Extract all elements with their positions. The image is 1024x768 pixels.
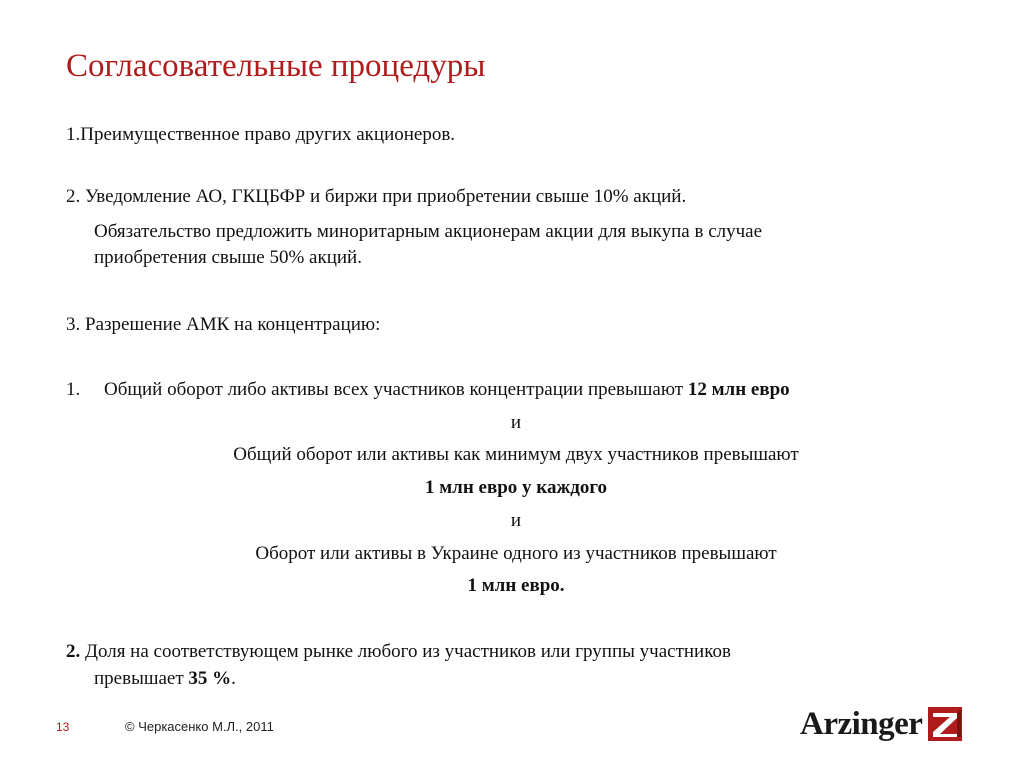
item-1: 1.Преимущественное право других акционеров. [66, 124, 456, 145]
sub-item-2-text-2: превышает [94, 668, 189, 689]
sub-item-2-text: Доля на соответствующем рынке любого из участников или группы участников [80, 641, 731, 662]
page-number: 13 [56, 720, 70, 734]
item-3: 3. Разрешение АМК на концентрацию: [66, 314, 381, 335]
logo-text: Arzinger [800, 705, 923, 742]
item-2: 2. Уведомление АО, ГКЦБФР и биржи при приобретении свыше 10% акций. [66, 186, 687, 207]
slide-title: Согласовательные процедуры [66, 48, 486, 84]
condition-3: Оборот или активы в Украине одного из участников превышают [255, 543, 777, 564]
conjunction-and-2: и [510, 510, 522, 531]
sub-item-2-number: 2. [66, 641, 81, 662]
sub-item-2-line-2 [94, 667, 236, 690]
logo-mark-icon [928, 707, 962, 741]
sub-item-2-bold: 35 % [188, 668, 232, 689]
copyright: © Черкасенко М.Л., 2011 [125, 719, 274, 734]
sub-item-2-end: . [231, 668, 236, 689]
condition-2-bold: 1 млн евро у каждого [424, 477, 607, 498]
sub-item-2-line-1 [66, 640, 731, 663]
sub-item-1-body [104, 378, 790, 401]
conjunction-and-1: и [510, 412, 522, 433]
condition-3-bold: 1 млн евро. [467, 575, 565, 596]
sub-item-1-text: Общий оборот либо активы всех участников концентрации превышают [104, 379, 688, 400]
item-2-sub-line-1: Обязательство предложить миноритарным акционерам акции для выкупа в случае [94, 221, 763, 242]
arzinger-logo [800, 704, 962, 744]
condition-2: Общий оборот или активы как минимум двух участников превышают [233, 444, 799, 465]
item-2-sub-line-2: приобретения свыше 50% акций. [94, 247, 362, 268]
sub-item-1-bold: 12 млн евро [687, 379, 790, 400]
sub-item-1 [66, 378, 80, 401]
sub-item-1-number: 1. [66, 379, 81, 400]
